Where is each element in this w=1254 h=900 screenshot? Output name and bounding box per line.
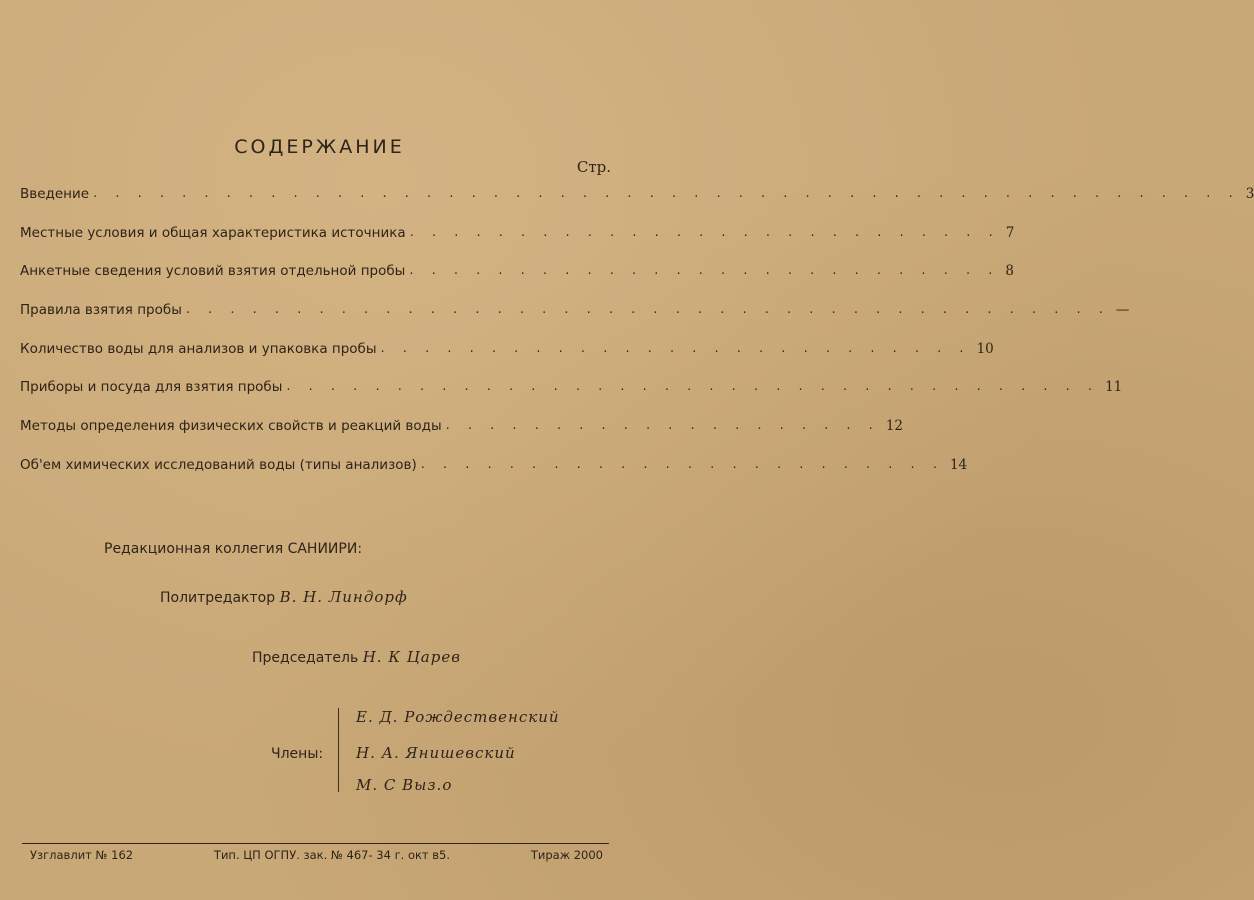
toc-leader-dots: . . . . . . . . . . . . . . . . . . . . . . . . . . . bbox=[409, 263, 1000, 279]
toc-entry-page: 11 bbox=[1105, 379, 1123, 396]
toc-entry bbox=[20, 418, 903, 457]
member-name: Н. А. Янишевский bbox=[356, 744, 516, 762]
editorial-board-title: Редакционная коллегия САНИИРИ: bbox=[104, 541, 363, 557]
toc-entry bbox=[20, 456, 968, 496]
toc-leader-dots: . . . . . . . . . . . . . . . . . . . . . . . . . . . bbox=[409, 224, 1000, 240]
toc-entry-page: 12 bbox=[885, 418, 903, 435]
toc-entry bbox=[20, 379, 1123, 418]
political-editor-label: Политредактор bbox=[160, 590, 276, 606]
chairman-line bbox=[252, 648, 461, 666]
member-name: Е. Д. Рождественский bbox=[356, 708, 560, 726]
chairman-name: Н. К Царев bbox=[362, 648, 461, 666]
page-column-label: Стр. bbox=[576, 158, 611, 176]
imprint-footer bbox=[30, 848, 603, 862]
toc-entry-page: 3 bbox=[1245, 186, 1254, 202]
political-editor-line bbox=[160, 588, 408, 606]
toc-entry-page: 8 bbox=[1005, 263, 1014, 280]
toc-leader-dots: . . . . . . . . . . . . . . . . . . . . . . . . . . . . . . . . . . . . . . . . . . bbox=[185, 302, 1110, 318]
toc-entry bbox=[20, 263, 1014, 302]
political-editor-name: В. Н. Линдорф bbox=[279, 588, 408, 606]
toc-entry-title: Об'ем химических исследований воды (типы анализов) bbox=[20, 456, 417, 473]
toc-entry-page: — bbox=[1115, 302, 1130, 319]
toc-leader-dots: . . . . . . . . . . . . . . . . . . . . . . . . . . . bbox=[380, 340, 971, 356]
censor-number: Узглавлит № 162 bbox=[30, 848, 134, 862]
toc-entry-title: Правила взятия пробы bbox=[20, 302, 182, 319]
toc-entry-title: Введение bbox=[20, 186, 90, 202]
toc-entry bbox=[20, 302, 1130, 341]
toc-entry bbox=[20, 224, 1015, 264]
toc-leader-dots: . . . . . . . . . . . . . . . . . . . . . . . . . . . . . . . . . . . . . . . . . . . . . . . . . . . . bbox=[93, 186, 1240, 201]
print-run: Тираж 2000 bbox=[530, 848, 603, 862]
printing-house-order: Тип. ЦП ОГПУ. зак. № 467- 34 г. окт в5. bbox=[213, 848, 451, 862]
page-title: СОДЕРЖАНИЕ bbox=[234, 136, 405, 158]
toc-entry bbox=[20, 340, 994, 380]
toc-leader-dots: . . . . . . . . . . . . . . . . . . . . bbox=[445, 418, 880, 434]
table-of-contents bbox=[20, 186, 1254, 496]
footer-rule bbox=[22, 843, 609, 844]
toc-leader-dots: . . . . . . . . . . . . . . . . . . . . . . . . bbox=[420, 456, 944, 472]
toc-entry-page: 14 bbox=[949, 456, 968, 473]
toc-entry bbox=[20, 186, 1254, 225]
members-brace bbox=[338, 708, 343, 792]
toc-entry-page: 10 bbox=[976, 340, 994, 357]
member-name: М. С Выз.о bbox=[356, 776, 453, 794]
toc-entry-title: Анкетные сведения условий взятия отдельной пробы bbox=[20, 263, 406, 280]
toc-entry-title: Количество воды для анализов и упаковка пробы bbox=[20, 340, 377, 357]
toc-entry-page: 7 bbox=[1005, 224, 1015, 241]
toc-entry-title: Местные условия и общая характеристика источника bbox=[20, 224, 406, 241]
members-label: Члены: bbox=[271, 746, 324, 762]
toc-entry-title: Методы определения физических свойств и реакций воды bbox=[20, 418, 442, 435]
chairman-label: Председатель bbox=[252, 650, 359, 666]
toc-leader-dots: . . . . . . . . . . . . . . . . . . . . . . . . . . . . . . . . . . . . . bbox=[286, 379, 1100, 395]
toc-entry-title: Приборы и посуда для взятия пробы bbox=[20, 379, 283, 396]
